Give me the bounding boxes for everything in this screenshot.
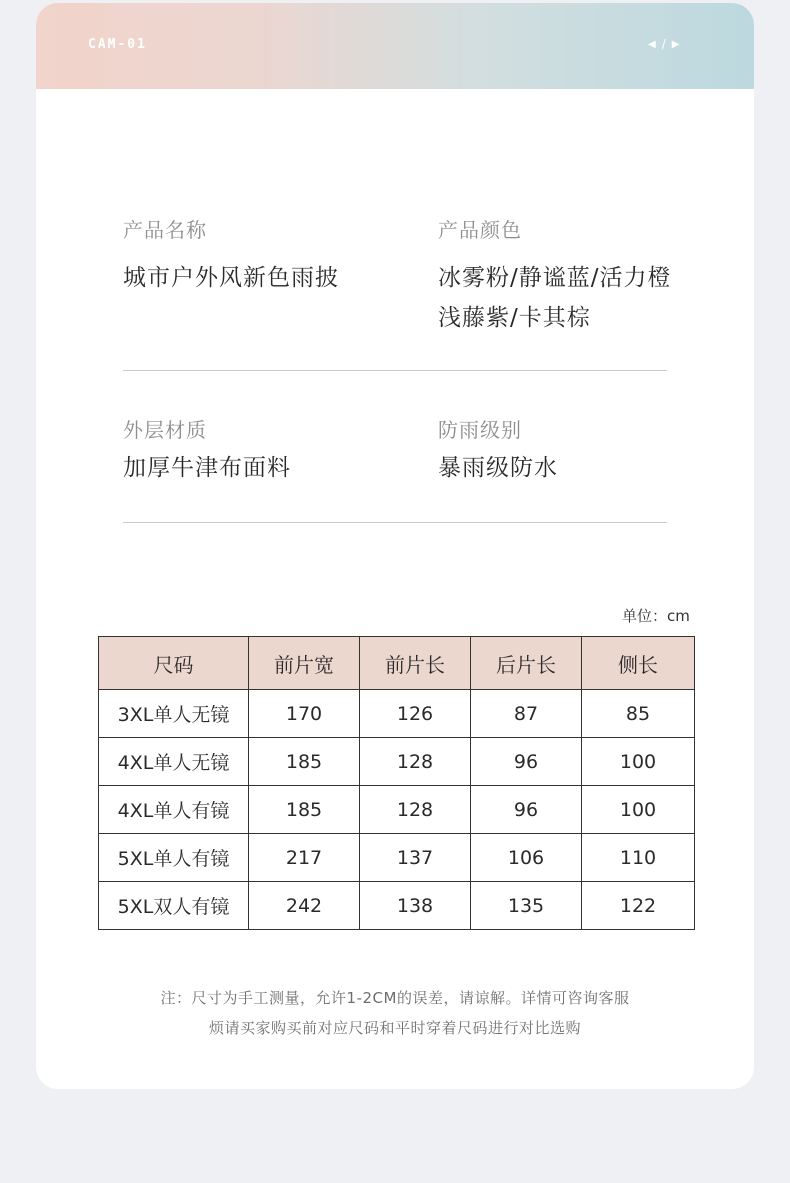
table-row <box>99 786 695 834</box>
divider-2 <box>123 522 667 523</box>
cell-back-length: 96 <box>471 786 582 834</box>
table-row <box>99 738 695 786</box>
outer-material-label: 外层材质 <box>123 418 207 442</box>
cell-front-width: 185 <box>249 786 360 834</box>
cell-back-length: 106 <box>471 834 582 882</box>
table-header-row <box>99 637 695 690</box>
product-name-value: 城市户外风新色雨披 <box>123 265 339 291</box>
unit-label: 单位：cm <box>622 607 690 625</box>
header-front-length: 前片长 <box>360 637 471 690</box>
next-arrow-icon[interactable]: ▶ <box>671 38 680 50</box>
cell-front-length: 128 <box>360 786 471 834</box>
product-card <box>36 3 754 1089</box>
header-side-length: 侧长 <box>582 637 695 690</box>
header-nav <box>648 37 679 51</box>
cell-front-width: 170 <box>249 690 360 738</box>
cell-size: 4XL单人无镜 <box>99 738 249 786</box>
cell-size: 5XL双人有镜 <box>99 882 249 930</box>
nav-separator: / <box>661 37 666 51</box>
cell-front-length: 126 <box>360 690 471 738</box>
product-name-label: 产品名称 <box>123 218 207 242</box>
prev-arrow-icon[interactable]: ◀ <box>648 38 656 50</box>
header-front-width: 前片宽 <box>249 637 360 690</box>
table-row <box>99 690 695 738</box>
cell-side-length: 85 <box>582 690 695 738</box>
cell-front-width: 185 <box>249 738 360 786</box>
product-color-label: 产品颜色 <box>438 218 522 242</box>
header-back-length: 后片长 <box>471 637 582 690</box>
cell-front-length: 138 <box>360 882 471 930</box>
outer-material-value: 加厚牛津布面料 <box>123 455 291 481</box>
cell-size: 3XL单人无镜 <box>99 690 249 738</box>
cell-side-length: 110 <box>582 834 695 882</box>
divider-1 <box>123 370 667 371</box>
note-line-2: 烦请买家购买前对应尺码和平时穿着尺码进行对比选购 <box>208 1019 581 1037</box>
rain-level-label: 防雨级别 <box>438 418 522 442</box>
product-color-value-line1: 冰雾粉/静谧蓝/活力橙 <box>438 265 672 291</box>
cell-side-length: 122 <box>582 882 695 930</box>
cell-front-length: 137 <box>360 834 471 882</box>
cell-size: 5XL单人有镜 <box>99 834 249 882</box>
header-size: 尺码 <box>99 637 249 690</box>
size-table <box>98 636 695 930</box>
card-header <box>36 3 754 89</box>
rain-level-value: 暴雨级防水 <box>438 455 558 481</box>
cell-front-length: 128 <box>360 738 471 786</box>
cell-back-length: 96 <box>471 738 582 786</box>
cell-size: 4XL单人有镜 <box>99 786 249 834</box>
cell-back-length: 87 <box>471 690 582 738</box>
note-line-1: 注：尺寸为手工测量，允许1-2CM的误差，请谅解。详情可咨询客服 <box>160 989 630 1007</box>
cell-back-length: 135 <box>471 882 582 930</box>
product-color-value-line2: 浅藤紫/卡其棕 <box>438 305 591 331</box>
cell-side-length: 100 <box>582 738 695 786</box>
cell-side-length: 100 <box>582 786 695 834</box>
header-code: CAM-01 <box>88 37 147 52</box>
cell-front-width: 217 <box>249 834 360 882</box>
table-row <box>99 834 695 882</box>
cell-front-width: 242 <box>249 882 360 930</box>
table-row <box>99 882 695 930</box>
